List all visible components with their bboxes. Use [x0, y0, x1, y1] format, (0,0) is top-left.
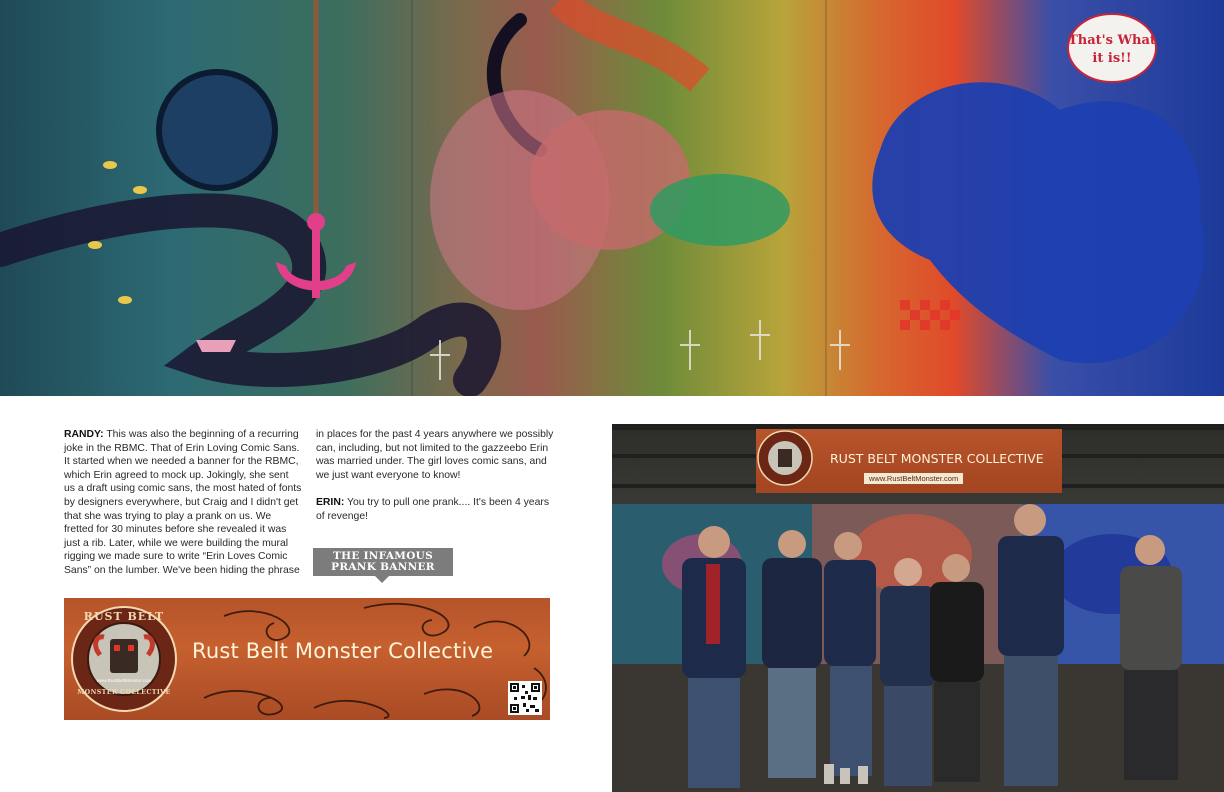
callout-line-1: THE INFAMOUS	[333, 550, 433, 562]
qr-code-icon	[508, 681, 542, 715]
randy-text: This was also the beginning of a recurring joke in the RBMC. That of Erin Loving Comic Sans. It started when we needed a banner for the RBMC, which Erin agreed to mock up. Jokingly, she sent us a draft using comic sans, the most hated of fonts by designers everywhere, but Craig and I didn't get that she was trying to play a prank on us. We fretted for 30 minutes before she revealed it was just a rib. Later, while we were building the mural rigging we made sure to write “Erin Loves Comic Sans” on the lumber. We've been hiding the phrase	[64, 429, 302, 576]
mural-speech-text-2: it is!!	[1092, 51, 1132, 66]
mural-speech-text-1: That's What	[1068, 33, 1156, 48]
article-column-2	[316, 428, 554, 524]
article-column-1	[64, 428, 302, 578]
callout-line-2: PRANK BANNER	[331, 561, 435, 573]
group-photo	[612, 424, 1224, 792]
rbmc-badge	[70, 605, 178, 713]
speaker-erin: ERIN:	[316, 497, 345, 509]
photo-banner	[756, 429, 1062, 493]
erin-text: You try to pull one prank.... It's been 4 years of revenge!	[316, 497, 550, 522]
badge-url-text: www.RustBeltMonster.com	[96, 678, 152, 683]
badge-top-text: RUST BELT	[83, 610, 165, 623]
continued-paragraph: in places for the past 4 years anywhere we possibly can, including, but not limited to the gazzeebo Erin was married under. The girl loves comic sans, and we just want everyone to know!	[316, 429, 554, 481]
speaker-randy: RANDY:	[64, 429, 104, 440]
photo-banner-url: www.RustBeltMonster.com	[864, 473, 963, 484]
randy-paragraph	[64, 428, 302, 578]
banner-title: Rust Belt Monster Collective	[192, 639, 494, 663]
prank-banner-callout	[313, 548, 453, 576]
prank-banner	[64, 598, 550, 720]
photo-banner-title: RUST BELT MONSTER COLLECTIVE	[830, 451, 1044, 466]
photo-banner-badge	[756, 429, 814, 487]
badge-bottom-text: MONSTER COLLECTIVE	[77, 689, 171, 696]
erin-paragraph	[316, 496, 554, 523]
